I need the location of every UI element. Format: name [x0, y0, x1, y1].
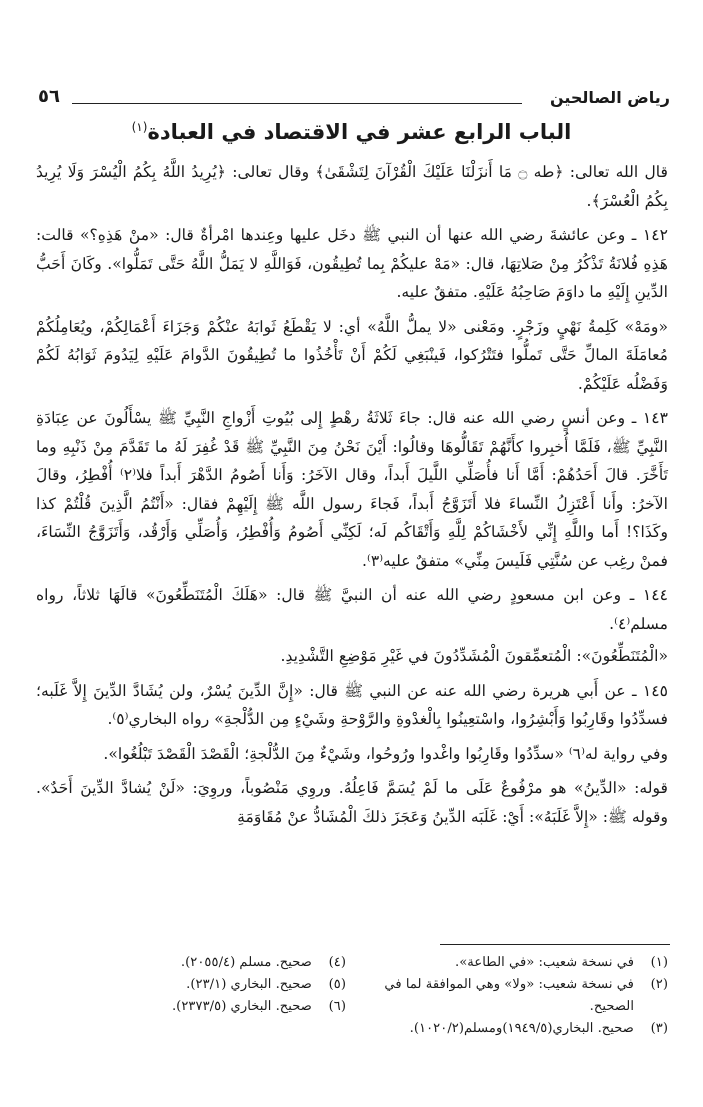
- page-number: ٥٦: [38, 86, 60, 107]
- footnote: (١) في نسخة شعيب: «في الطاعة».: [455, 955, 668, 970]
- main-text: [36, 158, 668, 835]
- paragraph: ١٤٤ ـ وعن ابن مسعودٍ رضي الله عنه أن النبيَّ ﷺ قال: «هَلَكَ الْمُتَنَطِّعُونَ» قالَهَا ثلاثاً، رواه مسلم⁽٤⁾.: [36, 586, 668, 633]
- footnote-column-left: [36, 952, 346, 1040]
- header-rule: [72, 103, 522, 104]
- paragraph: وفي رواية له⁽٦⁾ «سدِّدُوا وقَارِبُوا واغْدوا ورُوحُوا، وشَيْءٌ مِنَ الدُّلْجةِ؛ الْقَصْدَ الْقَصْدَ تَبْلُغُوا».: [103, 744, 668, 763]
- running-header: [38, 88, 670, 112]
- footnote: (٣) صحيح. البخاري(١٩٤٩/٥)ومسلم(١٠٢٠/٢).: [409, 1021, 668, 1036]
- chapter-title: الباب الرابع عشر في الاقتصاد في العبادة: [147, 120, 572, 144]
- paragraph: ١٤٣ ـ وعن أنسٍ رضي الله عنه قال: جاءَ ثَلاثَةُ رهْطٍ إِلى بُيُوتِ أَزْواجِ النَّبِيِّ ﷺ يسْأَلُونَ عن عِبَادَةِ النَّبِيِّ ﷺ، فَلَمَّا أُخبِروا كأَنَّهُمْ تَقَالُّوهَا وقالُوا: أَيْنَ نَحْنُ مِنَ النَّبِيِّ ﷺ قَدْ غُفِرَ لَهُ ما تَقَدَّمَ مِنْ ذَنْبِهِ وما تَأَخَّرَ. قالَ أَحَدُهُمْ: أَمَّا أَنا فأُصَلِّي اللَّيلَ أَبداً، وقال الآخَرُ: وَأَنا أَصُومُ الدَّهْرَ أَبداً فلا⁽٢⁾ أُفْطِرُ، وقالَ الآخرُ: وأَنا أَعْتَزِلُ النِّساءَ فلا أَتَزَوَّجُ أَبداً، فَجاءَ رسول اللَّه ﷺ إِلَيْهِمْ فقال: «أَنْتُمُ الَّذِينَ قُلْتُمْ كذا وكَذَا؟! أَما واللَّهِ إِنِّي لأَخْشَاكُمْ لِلَّهِ وَأَتْقَاكُم لَه؛ لَكِنِّي أَصُومُ وَأُفْطِرُ، وَأُصَلِّي وَأَرْقُد، وَأَتَزَوَّجُ النِّسَاءَ، فمنْ رغِب عن سُنَّتِي فَلَيسَ مِنِّي» متفقٌ عليه⁽٣⁾.: [36, 409, 668, 570]
- paragraph: ١٤٢ ـ وعن عائشةَ رضي الله عنها أن النبي ﷺ دخَل عليها وعِندها امْرأةٌ قال: «منْ هَذِهِ؟» قالت: هَذِهِ فُلانَةُ تَذْكُرُ مِنْ صَلاتِهَا، قال: «مَهْ عليكُمْ بِما تُطِيقُون، فَوَاللَّهِ لا يَمَلُّ اللَّهُ حَتَّى تَمَلُّوا». وكَانَ أَحَبُّ الدِّينِ إِلَيْهِ ما داوَمَ صَاحِبُهُ عَلَيْهِ. متفقٌ عليه.: [36, 226, 668, 301]
- chapter-heading: [60, 120, 643, 144]
- footnote-rule: [440, 944, 670, 945]
- footnote: (٥) صحيح. البخاري (٢٣/١).: [186, 977, 346, 992]
- footnote: (٦) صحيح. البخاري (٢٣٧٣/٥).: [171, 999, 346, 1014]
- footnote-column-right: [358, 952, 668, 1040]
- paragraph: ١٤٥ ـ عن أَبي هريرة رضي الله عنه عن النبي ﷺ قال: «إِنَّ الدِّينَ يُسْرٌ، ولن يُشَادَّ الدِّينَ إِلاَّ غَلَبه؛ فسدِّدُوا وقَارِبُوا وَأَبْشِرُوا، واسْتعِينُوا بِالْغدْوةِ والرَّوْحةِ وشَيْءٍ مِن الدُّلْجةِ» رواه البخاري⁽٥⁾.: [36, 681, 668, 728]
- paragraph: «الْمُتَنَطِّعُونَ»: الْمُتعمِّقونَ الْمُشَدِّدُونَ في غَيْرِ مَوْضِعِ التَّشْدِيدِ.: [280, 647, 668, 665]
- footnote: (٤) صحيح. مسلم (٢٠٥٥/٤).: [180, 955, 346, 970]
- book-title: رياض الصالحين: [549, 88, 670, 107]
- chapter-note-ref: (١): [131, 120, 148, 134]
- paragraph: قال الله تعالى: ﴿طه ۝ مَا أَنزَلْنَا عَلَيْكَ الْقُرْآنَ لِتَشْقَىٰ﴾ وقال تعالى: ﴿يُرِيدُ اللَّهُ بِكُمُ الْيُسْرَ وَلَا يُرِيدُ بِكُمُ الْعُسْرَ﴾.: [36, 163, 668, 210]
- paragraph: «ومَهْ» كَلِمةُ نَهْيٍ وزَجْرٍ. ومَعْنى «لا يملُّ اللَّهُ» أي: لا يَقْطَعُ ثَوابَهُ عنْكُمْ وَجَزَاءَ أَعْمَالِكُمْ، ويُعَامِلُكُمْ مُعامَلَةَ المالِّ حَتَّى تَملُّوا فتَتْرُكوا، فَينْبَغِي لَكُمْ أَنْ تَأْخُذُوا ما تُطِيقُونَ الدَّوامَ عَلَيْهِ لِيَدُومَ ثَوَابُهُ لَكُمْ وَفَضْلُه عَلَيْكُمْ.: [36, 317, 668, 393]
- footnote: (٢) في نسخة شعيب: «ولا» وهي الموافقة لما في الصحيح.: [384, 977, 668, 1014]
- paragraph: قوله: «الدِّينُ» هو مرْفُوعٌ عَلَى ما لَمْ يُسَمَّ فَاعِلُهُ. وروِي مَنْصُوباً، وروِيَ: «لَنْ يُشادَّ الدِّينَ أَحَدٌ». وقوله ﷺ: «إِلاَّ غَلَبَهُ»: أَيْ: غَلَبَه الدِّينُ وَعَجَزَ ذلكَ الْمُشَادُّ عنْ مُقَاوَمَةِ: [36, 779, 668, 826]
- footnotes: [36, 952, 668, 1040]
